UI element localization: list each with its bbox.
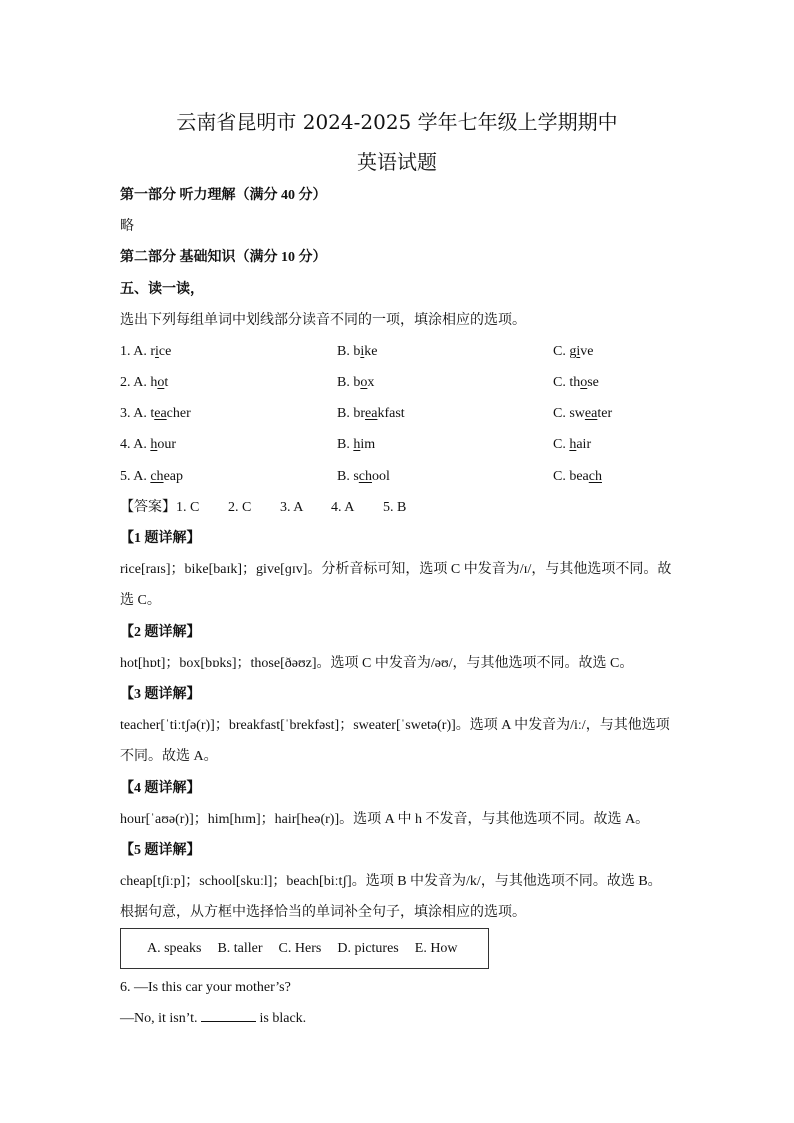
detail4-text: hour[ˈaʊə(r)]；him[hɪm]；hair[heə(r)]。选项 A 中 h 不发音，与其他选项不同。故选 A。 xyxy=(120,812,650,827)
answer-item: 5. B xyxy=(383,500,407,515)
detail3-heading: 【3 题详解】 xyxy=(120,687,201,702)
word-option: C. Hers xyxy=(278,940,322,956)
word-option: D. pictures xyxy=(337,940,399,956)
word-option: A. speaks xyxy=(147,940,202,956)
detail1-text: rice[raɪs]；bike[baɪk]；give[ɡɪv]。分析音标可知，选项 C 中发音为/ɪ/，与其他选项不同。故选 C。 xyxy=(120,562,672,608)
q1-option-c: C. give xyxy=(553,344,594,359)
q3-option-a: 3. A. teacher xyxy=(120,406,191,421)
answer-blank[interactable] xyxy=(201,1009,256,1022)
word-bank-box xyxy=(120,928,489,969)
q6-response: —No, it isn’t. is black. xyxy=(120,1011,307,1026)
q4-option-a: 4. A. hour xyxy=(120,437,177,452)
answer-item: 3. A xyxy=(280,500,304,515)
detail4-heading: 【4 题详解】 xyxy=(120,781,201,796)
detail2-text: hot[hɒt]；box[bɒks]；those[ðəʊz]。选项 C 中发音为/əʊ/，与其他选项不同。故选 C。 xyxy=(120,656,634,671)
word-option: E. How xyxy=(414,940,458,956)
q5-option-c: C. beach xyxy=(553,469,602,484)
answer-item: 2. C xyxy=(228,500,252,515)
q3-option-b: B. breakfast xyxy=(337,406,405,421)
answer-key xyxy=(120,498,406,518)
document-subtitle: 英语试题 xyxy=(357,150,437,174)
q1-option-a: 1. A. rice xyxy=(120,344,172,359)
q5-option-a: 5. A. cheap xyxy=(120,469,183,484)
part1-heading: 第一部分 听力理解（满分 40 分） xyxy=(120,188,327,203)
detail1-heading: 【1 题详解】 xyxy=(120,531,201,546)
part1-body: 略 xyxy=(120,219,134,234)
section5-heading: 五、读一读， xyxy=(120,282,204,297)
part2-heading: 第二部分 基础知识（满分 10 分） xyxy=(120,250,327,265)
answer-item: 4. A xyxy=(331,500,355,515)
detail5-text: cheap[tʃiːp]；school[skuːl]；beach[biːtʃ]。选项 B 中发音为/k/，与其他选项不同。故选 B。 xyxy=(120,874,662,889)
detail2-heading: 【2 题详解】 xyxy=(120,625,201,640)
q2-option-c: C. those xyxy=(553,375,599,390)
q4-option-b: B. him xyxy=(337,437,376,452)
q4-option-c: C. hair xyxy=(553,437,592,452)
answer-item: 1. C xyxy=(176,500,200,515)
instruction-2: 根据句意，从方框中选择恰当的单词补全句子，填涂相应的选项。 xyxy=(120,905,526,920)
document-title: 云南省昆明市 2024-2025 学年七年级上学期期中 xyxy=(176,110,618,134)
word-option: B. taller xyxy=(217,940,263,956)
q3-option-c: C. sweater xyxy=(553,406,613,421)
q6-prompt: 6. —Is this car your mother’s? xyxy=(120,980,291,995)
q2-option-b: B. box xyxy=(337,375,375,390)
instruction-1: 选出下列每组单词中划线部分读音不同的一项，填涂相应的选项。 xyxy=(120,313,526,328)
q5-option-b: B. school xyxy=(337,469,390,484)
q1-option-b: B. bike xyxy=(337,344,378,359)
q2-option-a: 2. A. hot xyxy=(120,375,169,390)
answer-label: 【答案】 xyxy=(120,500,176,515)
detail3-text: teacher[ˈtiːtʃə(r)]；breakfast[ˈbrekfəst]；sweater[ˈswetə(r)]。选项 A 中发音为/iː/，与其他选项不同。故选 A。 xyxy=(120,718,670,764)
detail5-heading: 【5 题详解】 xyxy=(120,843,201,858)
